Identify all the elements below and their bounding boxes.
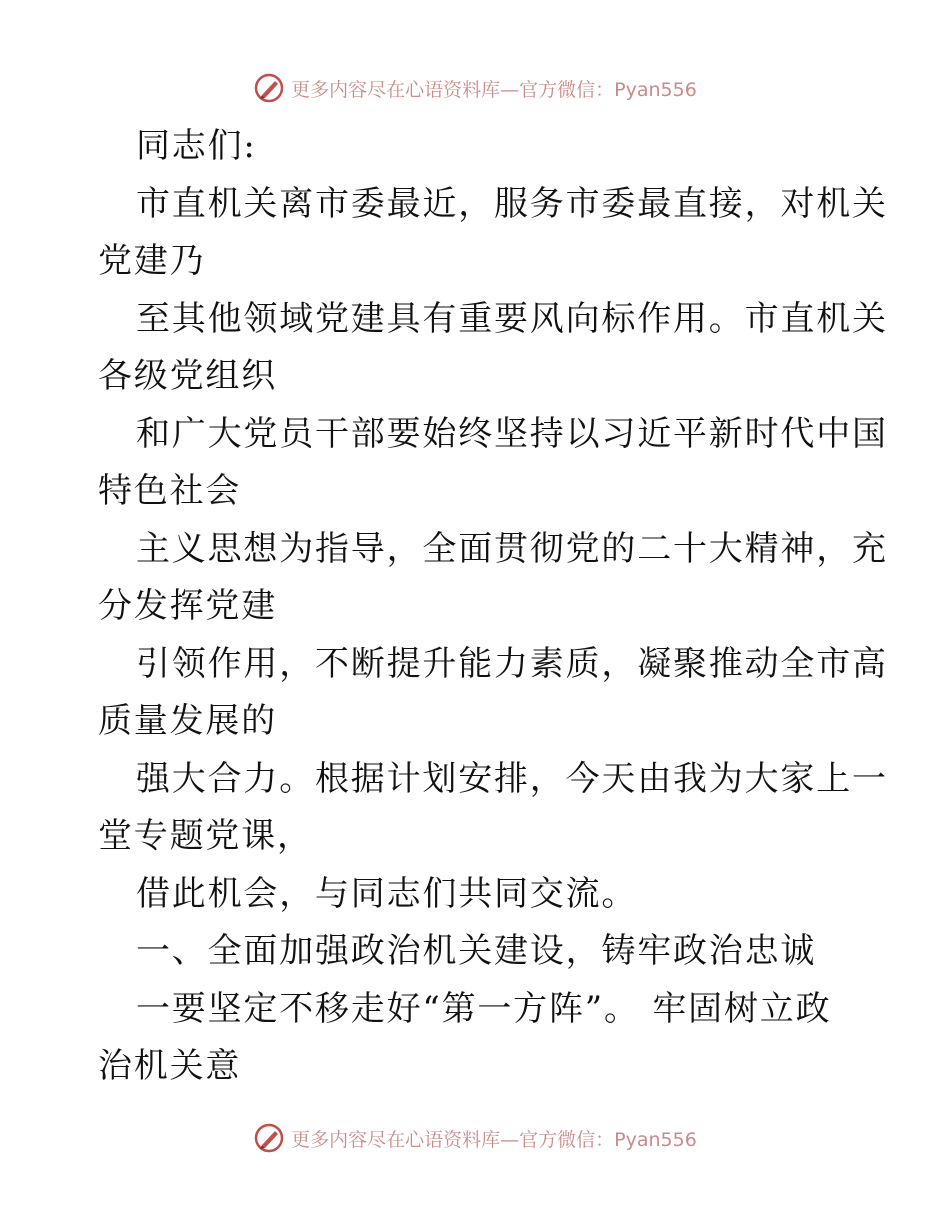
text-line: 至其他领域党建具有重要风向标作用。市直机关 xyxy=(136,298,888,339)
document-body xyxy=(98,118,888,1096)
text-line: 一要坚定不移走好“第一方阵”。 牢固树立政 xyxy=(136,988,832,1029)
watermark-text: 更多内容尽在心语资料库— xyxy=(291,1128,520,1151)
watermark-wechat: 官方微信：Pyan556 xyxy=(519,1128,697,1151)
text-line: 市直机关离市委最近，服务市委最直接，对机关 xyxy=(136,183,888,224)
text-line: 党建乃 xyxy=(98,241,206,281)
header-watermark xyxy=(0,72,950,104)
text-line: 同志们: xyxy=(136,126,257,166)
text-line: 和广大党员干部要始终坚持以习近平新时代中国 xyxy=(136,413,888,454)
text-line: 各级党组织 xyxy=(98,356,277,396)
section-heading: 一、全面加强政治机关建设，铸牢政治忠诚 xyxy=(136,931,817,971)
watermark-wechat: 官方微信：Pyan556 xyxy=(519,78,697,101)
text-line: 引领作用，不断提升能力素质，凝聚推动全市高 xyxy=(136,643,888,684)
watermark-text: 更多内容尽在心语资料库— xyxy=(291,78,520,101)
text-line: 主义思想为指导，全面贯彻党的二十大精神，充 xyxy=(136,528,888,569)
text-line: 质量发展的 xyxy=(98,701,277,741)
pen-logo-icon xyxy=(253,72,285,104)
text-line: 治机关意 xyxy=(98,1046,242,1086)
text-line: 特色社会 xyxy=(98,471,242,511)
pen-logo-icon xyxy=(253,1122,285,1154)
text-line: 强大合力。根据计划安排，今天由我为大家上一 xyxy=(136,758,888,799)
text-line: 分发挥党建 xyxy=(98,586,277,626)
text-line: 堂专题党课， xyxy=(98,816,313,856)
text-line: 借此机会，与同志们共同交流。 xyxy=(136,873,638,914)
footer-watermark xyxy=(0,1122,950,1154)
